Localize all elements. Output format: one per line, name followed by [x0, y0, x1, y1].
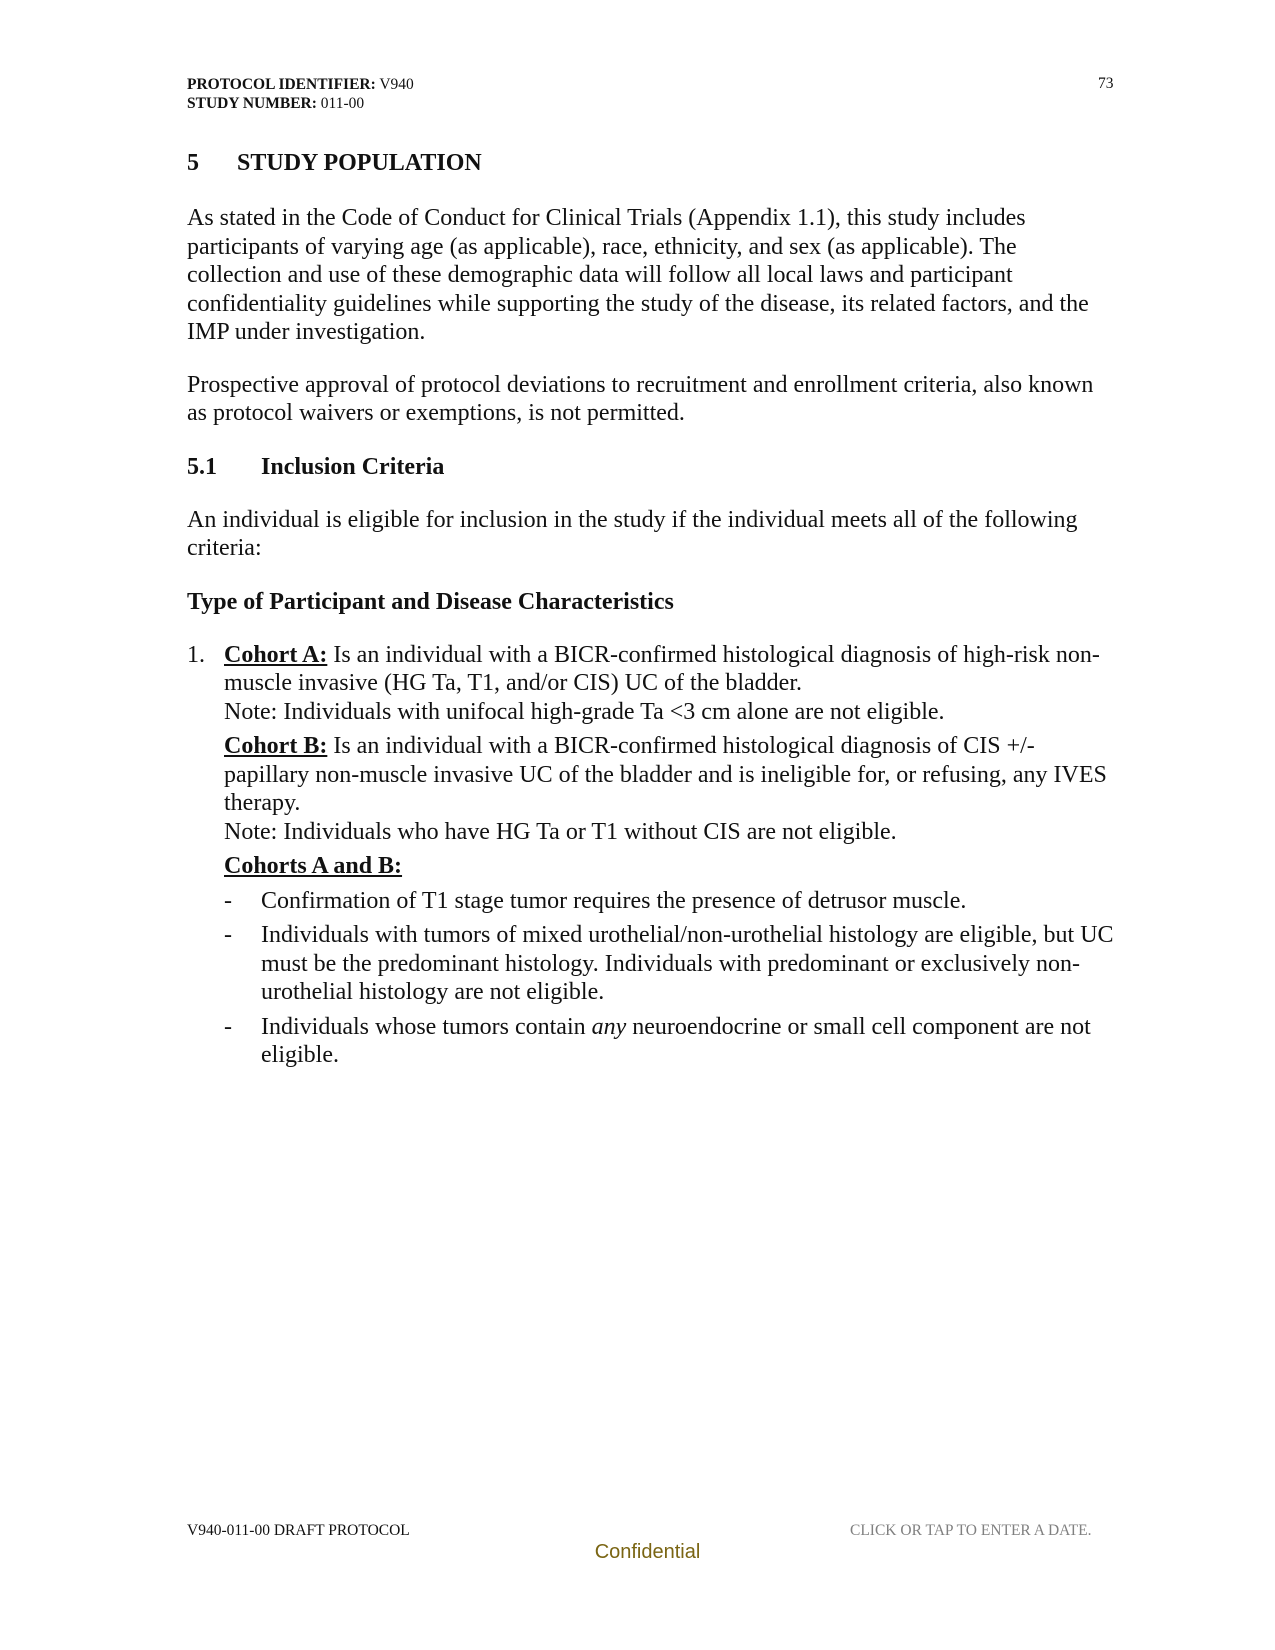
list-marker: 1.: [187, 641, 205, 668]
paragraph: As stated in the Code of Conduct for Clinical Trials (Appendix 1.1), this study includes participants of varying age (as applicable), race, ethnicity, and sex (as applicable). The collection and use of these demographic data will follow all local laws and participant confidentiality guidelines while supporting the study of the disease, its related factors, and the IMP under investigation.: [187, 205, 1089, 345]
page-number: 73: [1098, 75, 1114, 92]
protocol-identifier: PROTOCOL IDENTIFIER: V940: [187, 76, 414, 93]
date-placeholder-field[interactable]: CLICK OR TAP TO ENTER A DATE.: [850, 1522, 1092, 1539]
group-heading: Type of Participant and Disease Characteristics: [187, 588, 674, 615]
inclusion-intro: An individual is eligible for inclusion in the study if the individual meets all of the following criteria:: [187, 506, 1078, 561]
list-item: - Individuals with tumors of mixed urothelial/non-urothelial histology are eligible, but UC must be the predominant histology. Individuals with predominant or exclusively non-urothelial histology are not eligible.: [224, 922, 1114, 1005]
criterion-1: [187, 641, 1117, 1070]
cohort-a-note: Note: Individuals with unifocal high-grade Ta <3 cm alone are not eligible.: [224, 698, 945, 725]
section-heading: 5 STUDY POPULATION: [187, 150, 482, 176]
subsection-heading: 5.1 Inclusion Criteria: [187, 453, 445, 480]
study-number: STUDY NUMBER: 011-00: [187, 95, 365, 112]
confidential-label: Confidential: [594, 1541, 701, 1563]
page-header: [187, 75, 414, 113]
list-item: - Confirmation of T1 stage tumor requires the presence of detrusor muscle.: [224, 887, 967, 914]
cohorts-ab-list: [224, 887, 1117, 1070]
cohort-a: Cohort A: Is an individual with a BICR-confirmed histological diagnosis of high-risk non-muscle invasive (HG Ta, T1, and/or CIS) UC of the bladder. Note: Individuals with unifocal high-grade Ta <3 cm alone are not eligible.: [224, 641, 1100, 725]
cohort-b-note: Note: Individuals who have HG Ta or T1 without CIS are not eligible.: [224, 818, 897, 845]
paragraph: Prospective approval of protocol deviations to recruitment and enrollment criteria, also known as protocol waivers or exemptions, is not permitted.: [187, 371, 1094, 426]
document-body: [187, 148, 1117, 1076]
list-item: - Individuals whose tumors contain any neuroendocrine or small cell component are not eligible.: [224, 1013, 1091, 1068]
cohorts-ab-heading: Cohorts A and B:: [224, 853, 403, 879]
cohort-b: Cohort B: Is an individual with a BICR-confirmed histological diagnosis of CIS +/- papillary non-muscle invasive UC of the bladder and is ineligible for, or refusing, any IVES therapy. Note: Individuals who have HG Ta or T1 without CIS are not eligible.: [224, 733, 1107, 845]
footer-document-id: V940-011-00 DRAFT PROTOCOL: [187, 1522, 410, 1539]
